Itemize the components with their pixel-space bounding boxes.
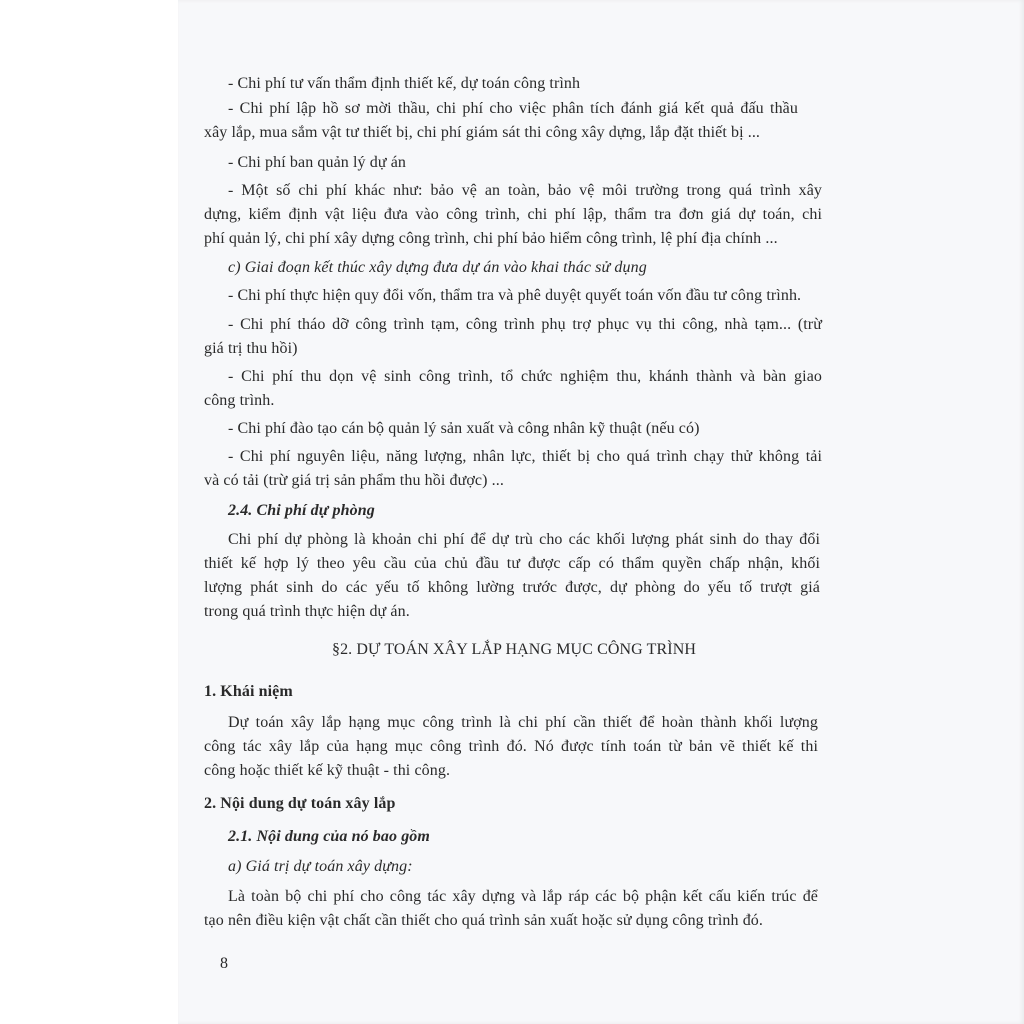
text-line: giá trị thu hồi) [204,340,298,357]
text-line: công tác xây lắp của hạng mục công trình đó. Nó được tính toán từ bản vẽ thiết kế thi [204,738,818,755]
chapter-heading: §2. DỰ TOÁN XÂY LẮP HẠNG MỤC CÔNG TRÌNH [331,641,697,658]
section-heading-2-4: 2.4. Chi phí dự phòng [228,502,375,519]
text-line: Dự toán xây lắp hạng mục công trình là chi phí cần thiết để hoàn thành khối lượng [228,714,818,731]
section-heading-1: 1. Khái niệm [204,683,293,700]
text-line: phí quản lý, chi phí xây dựng công trình, chi phí bảo hiểm công trình, lệ phí địa chính ... [204,230,778,247]
text-line: - Chi phí ban quản lý dự án [228,154,407,171]
text-line: Là toàn bộ chi phí cho công tác xây dựng và lắp ráp các bộ phận kết cấu kiến trúc để [228,888,818,905]
text-line: tạo nên điều kiện vật chất cần thiết cho quá trình sản xuất hoặc sử dụng công trình đó. [204,912,763,929]
text-line: công trình. [204,392,275,409]
text-line: - Chi phí lập hồ sơ mời thầu, chi phí cho việc phân tích đánh giá kết quả đấu thầu [228,100,798,117]
text-line: - Chi phí thực hiện quy đổi vốn, thẩm tra và phê duyệt quyết toán vốn đầu tư công trình. [228,287,802,304]
text-line: thiết kế hợp lý theo yêu cầu của chủ đầu tư được cấp có thẩm quyền chấp nhận, khối [204,555,820,572]
text-line: - Chi phí nguyên liệu, năng lượng, nhân lực, thiết bị cho quá trình chạy thử không tải [228,448,822,465]
section-heading-2: 2. Nội dung dự toán xây lắp [204,795,396,812]
text-line: Chi phí dự phòng là khoản chi phí để dự trù cho các khối lượng phát sinh do thay đổi [228,531,820,548]
text-line: - Chi phí tư vấn thẩm định thiết kế, dự toán công trình [228,75,581,92]
text-line: - Một số chi phí khác như: bảo vệ an toàn, bảo vệ môi trường trong quá trình xây [228,182,822,199]
text-line: công hoặc thiết kế kỹ thuật - thi công. [204,762,451,779]
text-line: dựng, kiểm định vật liệu đưa vào công trình, chi phí lập, thẩm tra đơn giá dự toán, chi [204,206,822,223]
text-line: - Chi phí tháo dỡ công trình tạm, công trình phụ trợ phục vụ thi công, nhà tạm... (trừ [228,316,822,333]
text-line: - Chi phí thu dọn vệ sinh công trình, tổ chức nghiệm thu, khánh thành và bàn giao [228,368,822,385]
text-line: lượng phát sinh do các yếu tố không lường trước được, dự phòng do yếu tố trượt giá [204,579,820,596]
section-subheading: c) Giai đoạn kết thúc xây dựng đưa dự án vào khai thác sử dụng [228,259,647,276]
text-line: và có tải (trừ giá trị sản phẩm thu hồi được) ... [204,472,504,489]
subheading-a: a) Giá trị dự toán xây dựng: [228,858,413,875]
text-line: - Chi phí đào tạo cán bộ quản lý sản xuất và công nhân kỹ thuật (nếu có) [228,420,700,437]
text-line: xây lắp, mua sắm vật tư thiết bị, chi phí giám sát thi công xây dựng, lắp đặt thiết bị ... [204,124,761,141]
page-number: 8 [220,955,229,972]
section-heading-2-1: 2.1. Nội dung của nó bao gồm [228,828,430,845]
text-line: trong quá trình thực hiện dự án. [204,603,410,620]
book-page [178,0,1024,1024]
